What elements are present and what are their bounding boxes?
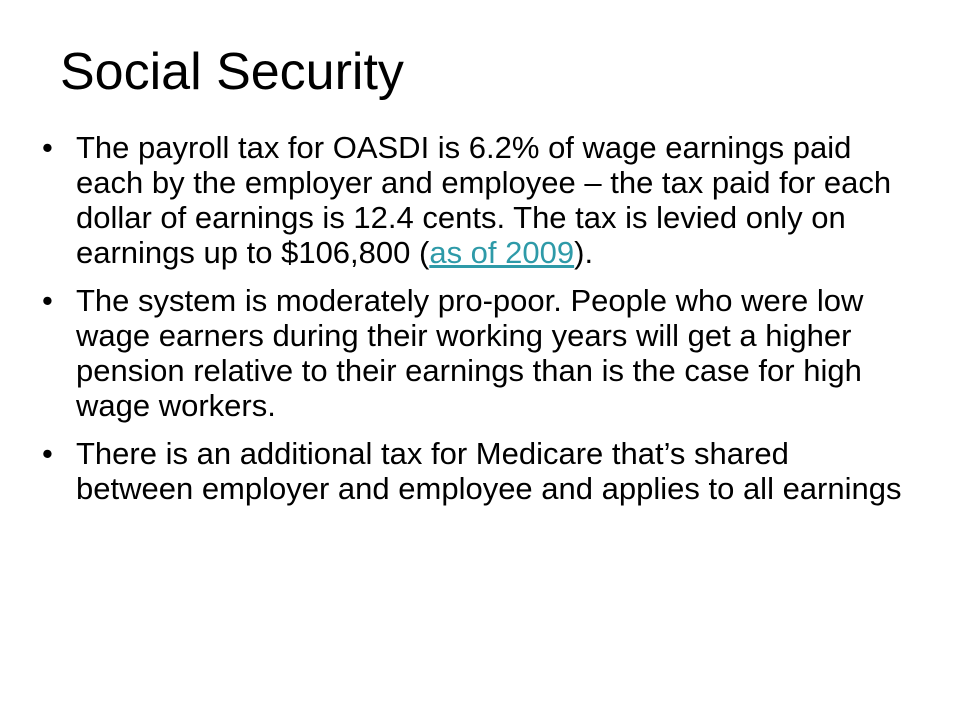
bullet-list bbox=[30, 130, 910, 519]
bullet-text: There is an additional tax for Medicare that’s shared between employer and employee and applies to all earnings bbox=[76, 436, 902, 506]
slide-title: Social Security bbox=[60, 43, 404, 101]
bullet-text: The payroll tax for OASDI is 6.2% of wage earnings paid each by the employer and employee – the tax paid for each dollar of earnings is 12.4 cents. The tax is levied only on earnings up to $106,800 ( bbox=[76, 130, 892, 270]
bullet-item-medicare bbox=[30, 436, 910, 506]
bullet-text-tail: ). bbox=[574, 235, 594, 270]
bullet-marker: • bbox=[42, 283, 53, 318]
bullet-item-pro-poor bbox=[30, 283, 910, 423]
as-of-2009-link[interactable]: as of 2009 bbox=[429, 235, 575, 270]
bullet-marker: • bbox=[42, 436, 53, 471]
bullet-item-payroll-tax bbox=[30, 130, 910, 270]
bullet-marker: • bbox=[42, 130, 53, 165]
bullet-text: The system is moderately pro-poor. People who were low wage earners during their working years will get a higher pension relative to their earnings than is the case for high wage workers. bbox=[76, 283, 864, 423]
